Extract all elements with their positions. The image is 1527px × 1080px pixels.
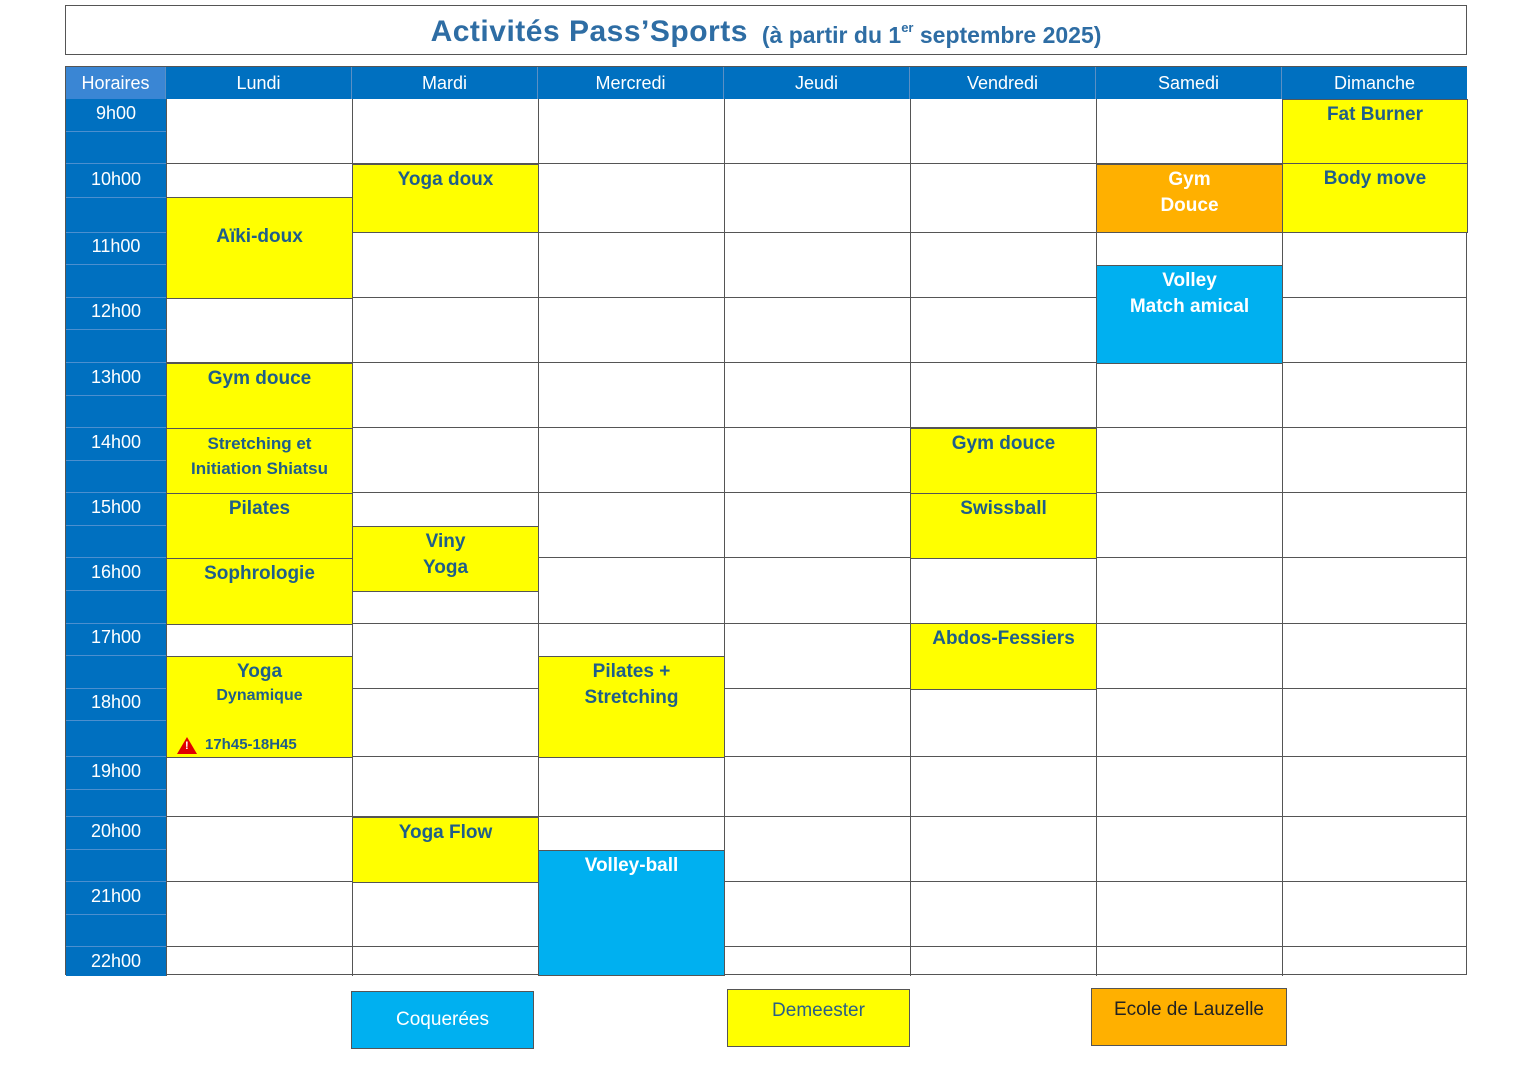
- hour-divider: [66, 427, 166, 428]
- activity-label: Sophrologie: [204, 563, 315, 584]
- title-sub-sup: er: [901, 19, 914, 35]
- hour-divider: [66, 362, 166, 363]
- activity-label: Pilates +: [592, 661, 671, 682]
- hour-divider: [66, 881, 166, 882]
- activity-label: Abdos-Fessiers: [932, 628, 1075, 649]
- activity-fat-burner[interactable]: [1282, 99, 1468, 164]
- activity-label: Stretching et: [207, 434, 312, 453]
- activity-label: Volley-ball: [584, 855, 679, 876]
- row-divider: [166, 427, 1467, 428]
- activity-stretching-shiatsu[interactable]: [166, 428, 353, 494]
- legend-demeester: [727, 989, 910, 1047]
- hour-divider: [66, 946, 166, 947]
- hour-half-divider: [66, 655, 166, 656]
- schedule-grid: [65, 66, 1467, 975]
- hour-label: 18h00: [90, 692, 142, 712]
- activity-yoga-doux[interactable]: [352, 164, 539, 233]
- activity-yoga-flow[interactable]: [352, 817, 539, 883]
- time-note: [177, 735, 297, 755]
- hour-label: 9h00: [95, 103, 137, 123]
- hour-label: 22h00: [90, 951, 142, 971]
- activity-label: Match amical: [1129, 296, 1250, 317]
- activity-volley-ball[interactable]: [538, 850, 725, 976]
- activity-body-move[interactable]: [1282, 163, 1468, 233]
- hour-half-divider: [66, 849, 166, 850]
- row-divider: [166, 946, 1467, 947]
- activity-gym-douce-lundi[interactable]: [166, 363, 353, 429]
- activity-swissball[interactable]: [910, 493, 1097, 559]
- title-sub-prefix: (à partir du 1: [761, 21, 902, 48]
- hour-divider: [66, 756, 166, 757]
- hour-label: 16h00: [90, 562, 142, 582]
- hour-label: 17h00: [90, 627, 142, 647]
- header-mercredi: Mercredi: [538, 67, 724, 99]
- time-note-label: 17h45-18H45: [205, 736, 297, 753]
- hour-half-divider: [66, 197, 166, 198]
- hour-label: 13h00: [90, 367, 142, 387]
- activity-label: Initiation Shiatsu: [191, 459, 328, 478]
- activity-label: Yoga: [422, 557, 469, 578]
- page-title: [65, 5, 1467, 55]
- activity-label: Dynamique: [216, 687, 303, 704]
- hour-divider: [66, 623, 166, 624]
- hour-half-divider: [66, 914, 166, 915]
- activity-yoga-dynamique[interactable]: [166, 656, 353, 758]
- activity-aiki-doux[interactable]: [166, 197, 353, 299]
- activity-label: Yoga Flow: [398, 822, 493, 843]
- hour-label: 15h00: [90, 497, 142, 517]
- header-samedi: Samedi: [1096, 67, 1282, 99]
- title-main: Activités Pass’Sports: [430, 15, 748, 48]
- hour-half-divider: [66, 789, 166, 790]
- hour-divider: [66, 557, 166, 558]
- hour-divider: [66, 816, 166, 817]
- hour-label: 14h00: [90, 432, 142, 452]
- header-jeudi: Jeudi: [724, 67, 910, 99]
- hour-divider: [66, 297, 166, 298]
- col-divider: [724, 99, 725, 976]
- header-horaires: Horaires: [66, 67, 166, 99]
- hour-divider: [66, 688, 166, 689]
- hour-half-divider: [66, 329, 166, 330]
- activity-label: Stretching: [584, 687, 679, 708]
- activity-viny-yoga[interactable]: [352, 526, 539, 592]
- activity-label: Fat Burner: [1326, 104, 1424, 125]
- activity-label: Volley: [1162, 270, 1217, 291]
- header-dimanche: Dimanche: [1282, 67, 1467, 99]
- activity-label: Viny: [425, 531, 466, 552]
- hour-label: 20h00: [90, 821, 142, 841]
- activity-pilates-lundi[interactable]: [166, 493, 353, 559]
- warning-icon: [177, 737, 197, 754]
- activity-label: Aïki-doux: [216, 226, 303, 247]
- hour-divider: [66, 492, 166, 493]
- activity-pilates-stretching[interactable]: [538, 656, 725, 758]
- hour-half-divider: [66, 525, 166, 526]
- hour-half-divider: [66, 395, 166, 396]
- row-divider: [166, 492, 1467, 493]
- row-divider: [166, 756, 1467, 757]
- hour-label: 12h00: [90, 301, 142, 321]
- hour-half-divider: [66, 264, 166, 265]
- hour-label: 21h00: [90, 886, 142, 906]
- title-subtitle: [761, 19, 1102, 49]
- hour-label: 10h00: [90, 169, 142, 189]
- hour-divider: [66, 163, 166, 164]
- activity-label: Gym douce: [207, 368, 312, 389]
- activity-label: Yoga: [236, 661, 283, 682]
- activity-volley-match-amical[interactable]: [1096, 265, 1283, 364]
- row-divider: [166, 688, 1467, 689]
- legend-coquerees: [351, 991, 534, 1049]
- legend-label: Ecole de Lauzelle: [1114, 999, 1264, 1020]
- activity-label: Gym douce: [951, 433, 1056, 454]
- activity-gym-douce-samedi[interactable]: [1096, 164, 1283, 233]
- activity-label: Gym: [1168, 169, 1211, 190]
- activity-gym-douce-vendredi[interactable]: [910, 428, 1097, 494]
- hour-half-divider: [66, 460, 166, 461]
- header-mardi: Mardi: [352, 67, 538, 99]
- hours-column: [66, 99, 166, 976]
- hour-label: 19h00: [90, 761, 142, 781]
- legend-label: Coquerées: [396, 1009, 489, 1030]
- activity-abdos-fessiers[interactable]: [910, 623, 1097, 690]
- hour-half-divider: [66, 131, 166, 132]
- hour-half-divider: [66, 720, 166, 721]
- activity-label: Douce: [1160, 195, 1219, 216]
- activity-label: Pilates: [228, 498, 291, 519]
- legend-lauzelle: [1091, 988, 1287, 1046]
- activity-sophrologie[interactable]: [166, 558, 353, 625]
- activity-label: Swissball: [960, 498, 1047, 519]
- header-lundi: Lundi: [166, 67, 352, 99]
- activity-label: Yoga doux: [397, 169, 494, 190]
- activity-label: Body move: [1323, 168, 1427, 189]
- header-vendredi: Vendredi: [910, 67, 1096, 99]
- hour-label: 11h00: [91, 236, 141, 256]
- title-sub-suffix: septembre 2025): [913, 21, 1102, 48]
- row-divider: [166, 623, 1467, 624]
- hour-divider: [66, 232, 166, 233]
- hour-half-divider: [66, 590, 166, 591]
- legend-label: Demeester: [772, 1000, 865, 1021]
